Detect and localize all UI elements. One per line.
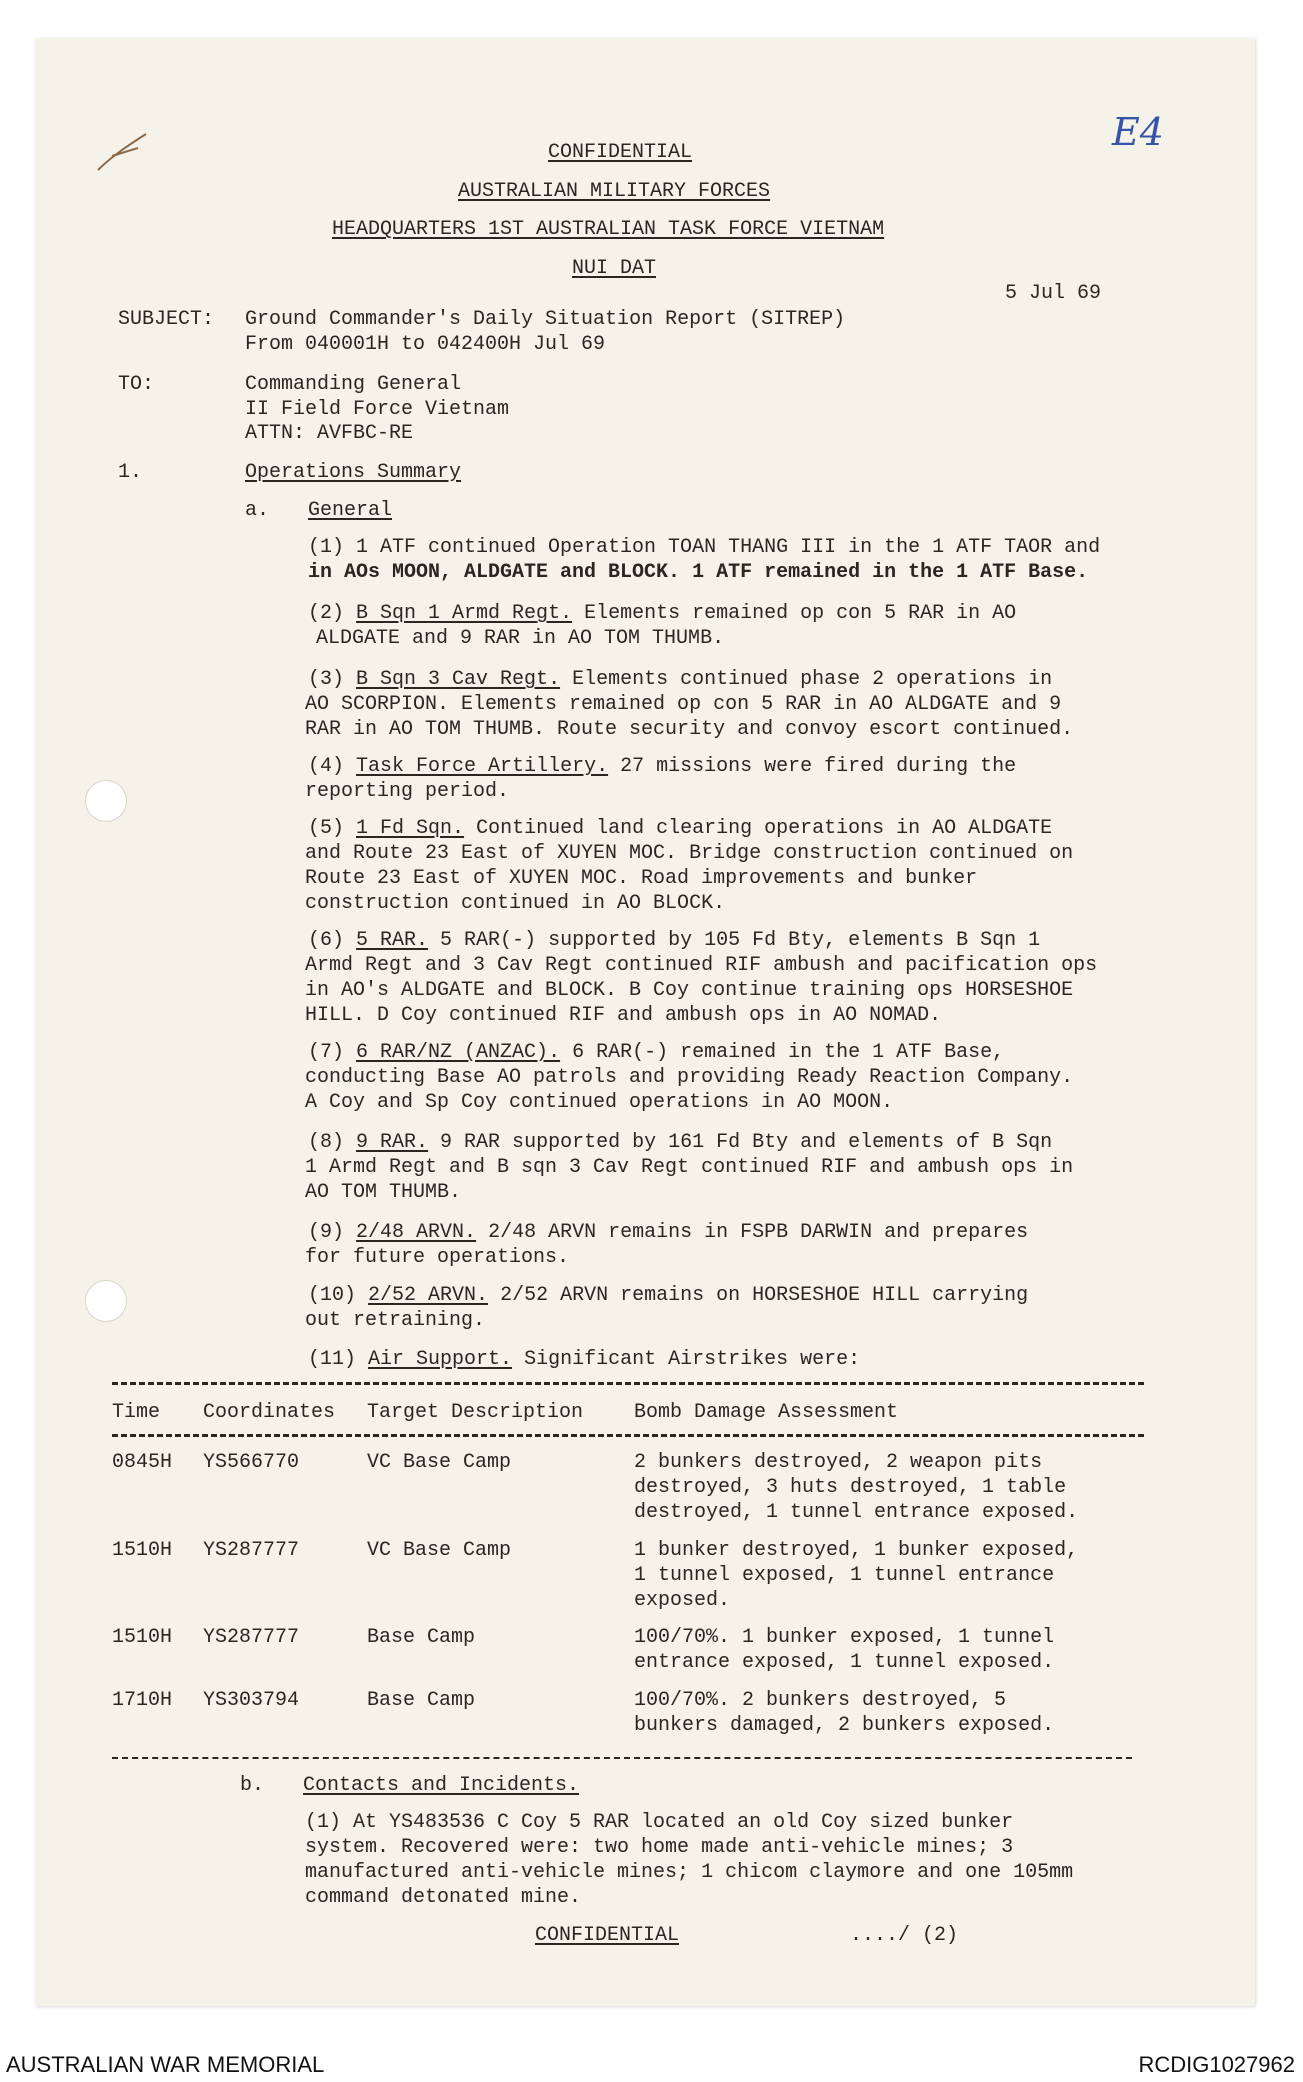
row-2-bda-3: exposed. [634, 1589, 731, 1612]
table-rule-top [112, 1382, 1144, 1385]
row-4-coord: YS303794 [203, 1689, 300, 1712]
section-title: Operations Summary [245, 461, 462, 484]
item-1-line-1: (1) 1 ATF continued Operation TOAN THANG III in the 1 ATF TAOR and [308, 536, 1101, 559]
to-label: TO: [118, 373, 155, 396]
item-9-line-2: for future operations. [305, 1246, 570, 1269]
table-header-coordinates: Coordinates [203, 1401, 336, 1424]
item-10-line-2: out retraining. [305, 1309, 486, 1332]
item-7-line-3: A Coy and Sp Coy continued operations in AO MOON. [305, 1091, 894, 1114]
header-line-3: NUI DAT [572, 257, 657, 280]
item-3-line-2: AO SCORPION. Elements remained op con 5 RAR in AO ALDGATE and 9 [305, 693, 1062, 716]
item-2-line-2: ALDGATE and 9 RAR in AO TOM THUMB. [316, 627, 725, 650]
table-header-time: Time [112, 1401, 161, 1424]
row-3-bda-1: 100/70%. 1 bunker exposed, 1 tunnel [634, 1626, 1055, 1649]
contact-line-3: manufactured anti-vehicle mines; 1 chicom claymore and one 105mm [305, 1861, 1074, 1884]
header-line-1: AUSTRALIAN MILITARY FORCES [458, 180, 771, 203]
header-line-2: HEADQUARTERS 1ST AUSTRALIAN TASK FORCE VIETNAM [332, 218, 885, 241]
handwritten-mark: E4 [1112, 110, 1164, 154]
archive-reference: RCDIG1027962 [1138, 2052, 1295, 2077]
row-3-time: 1510H [112, 1626, 173, 1649]
row-2-coord: YS287777 [203, 1539, 300, 1562]
section-number: 1. [118, 461, 143, 484]
item-8-line-1: (8) 9 RAR. 9 RAR supported by 161 Fd Bty and elements of B Sqn [308, 1131, 1053, 1154]
to-line-1: Commanding General [245, 373, 462, 396]
table-header-target: Target Description [367, 1401, 584, 1424]
item-5-line-3: Route 23 East of XUYEN MOC. Road improvements and bunker [305, 867, 978, 890]
item-8-line-2: 1 Armd Regt and B sqn 3 Cav Regt continued RIF and ambush ops in [305, 1156, 1074, 1179]
classification-top: CONFIDENTIAL [548, 141, 693, 164]
to-line-3: ATTN: AVFBC-RE [245, 422, 414, 445]
punch-hole [85, 1280, 127, 1322]
continuation-marker: ..../ (2) [850, 1924, 959, 1947]
subsection-b-label: b. [240, 1774, 265, 1797]
subject-line-2: From 040001H to 042400H Jul 69 [245, 333, 606, 356]
item-4-line-2: reporting period. [305, 780, 510, 803]
row-4-bda-1: 100/70%. 2 bunkers destroyed, 5 [634, 1689, 1007, 1712]
item-3-line-3: RAR in AO TOM THUMB. Route security and convoy escort continued. [305, 718, 1074, 741]
item-2-line-1: (2) B Sqn 1 Armd Regt. Elements remained op con 5 RAR in AO [308, 602, 1017, 625]
punch-hole [85, 780, 127, 822]
row-3-target: Base Camp [367, 1626, 476, 1649]
item-7-line-2: conducting Base AO patrols and providing Ready Reaction Company. [305, 1066, 1074, 1089]
subsection-b-title: Contacts and Incidents. [303, 1774, 580, 1797]
contact-line-2: system. Recovered were: two home made anti-vehicle mines; 3 [305, 1836, 1014, 1859]
archive-name: AUSTRALIAN WAR MEMORIAL [6, 2052, 325, 2077]
contact-line-4: command detonated mine. [305, 1886, 582, 1909]
row-4-target: Base Camp [367, 1689, 476, 1712]
row-3-bda-2: entrance exposed, 1 tunnel exposed. [634, 1651, 1055, 1674]
item-6-line-2: Armd Regt and 3 Cav Regt continued RIF ambush and pacification ops [305, 954, 1098, 977]
row-1-target: VC Base Camp [367, 1451, 512, 1474]
item-11-line-1: (11) Air Support. Significant Airstrikes were: [308, 1348, 861, 1371]
item-1-line-2: in AOs MOON, ALDGATE and BLOCK. 1 ATF remained in the 1 ATF Base. [308, 561, 1089, 584]
table-rule-bottom [112, 1757, 1132, 1759]
row-1-bda-1: 2 bunkers destroyed, 2 weapon pits [634, 1451, 1043, 1474]
row-4-time: 1710H [112, 1689, 173, 1712]
pencil-mark [90, 118, 170, 178]
subject-label: SUBJECT: [118, 308, 215, 331]
row-2-time: 1510H [112, 1539, 173, 1562]
subsection-a-label: a. [245, 499, 270, 522]
row-2-bda-2: 1 tunnel exposed, 1 tunnel entrance [634, 1564, 1055, 1587]
item-9-line-1: (9) 2/48 ARVN. 2/48 ARVN remains in FSPB DARWIN and prepares [308, 1221, 1029, 1244]
classification-bottom: CONFIDENTIAL [535, 1924, 680, 1947]
table-header-bda: Bomb Damage Assessment [634, 1401, 899, 1424]
row-2-bda-1: 1 bunker destroyed, 1 bunker exposed, [634, 1539, 1079, 1562]
contact-line-1: (1) At YS483536 C Coy 5 RAR located an old Coy sized bunker [305, 1811, 1014, 1834]
row-2-target: VC Base Camp [367, 1539, 512, 1562]
document-date: 5 Jul 69 [1005, 282, 1102, 305]
row-1-coord: YS566770 [203, 1451, 300, 1474]
row-1-bda-3: destroyed, 1 tunnel entrance exposed. [634, 1501, 1079, 1524]
item-4-line-1: (4) Task Force Artillery. 27 missions were fired during the [308, 755, 1017, 778]
item-5-line-1: (5) 1 Fd Sqn. Continued land clearing operations in AO ALDGATE [308, 817, 1053, 840]
row-3-coord: YS287777 [203, 1626, 300, 1649]
item-6-line-1: (6) 5 RAR. 5 RAR(-) supported by 105 Fd Bty, elements B Sqn 1 [308, 929, 1041, 952]
item-6-line-4: HILL. D Coy continued RIF and ambush ops in AO NOMAD. [305, 1004, 942, 1027]
subsection-a-title: General [308, 499, 393, 522]
item-8-line-3: AO TOM THUMB. [305, 1181, 462, 1204]
row-4-bda-2: bunkers damaged, 2 bunkers exposed. [634, 1714, 1055, 1737]
item-5-line-2: and Route 23 East of XUYEN MOC. Bridge construction continued on [305, 842, 1074, 865]
item-5-line-4: construction continued in AO BLOCK. [305, 892, 726, 915]
row-1-time: 0845H [112, 1451, 173, 1474]
item-3-line-1: (3) B Sqn 3 Cav Regt. Elements continued phase 2 operations in [308, 668, 1053, 691]
item-7-line-1: (7) 6 RAR/NZ (ANZAC). 6 RAR(-) remained in the 1 ATF Base, [308, 1041, 1005, 1064]
item-6-line-3: in AO's ALDGATE and BLOCK. B Coy continue training ops HORSESHOE [305, 979, 1074, 1002]
item-10-line-1: (10) 2/52 ARVN. 2/52 ARVN remains on HORSESHOE HILL carrying [308, 1284, 1029, 1307]
to-line-2: II Field Force Vietnam [245, 398, 510, 421]
subject-line-1: Ground Commander's Daily Situation Report (SITREP) [245, 308, 846, 331]
row-1-bda-2: destroyed, 3 huts destroyed, 1 table [634, 1476, 1067, 1499]
table-rule-header [112, 1434, 1144, 1437]
